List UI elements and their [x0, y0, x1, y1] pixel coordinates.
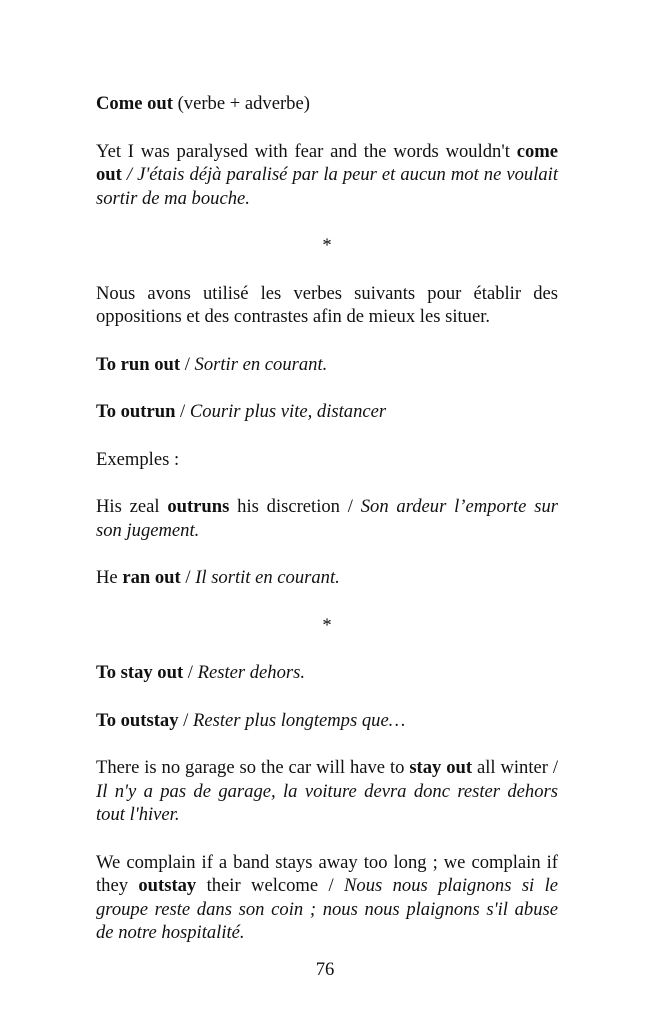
example-translation: / J'étais déjà paralisé par la peur et aucun mot ne voulait sortir de ma bouche.	[96, 164, 558, 209]
heading-verb: Come out	[96, 93, 173, 114]
entry-translation: Rester plus longtemps que…	[192, 709, 406, 731]
example-text: /	[180, 567, 196, 588]
example-text: their welcome /	[196, 875, 345, 896]
example-outstay	[96, 851, 558, 945]
entry-slash: /	[175, 401, 190, 422]
example-translation: Son ardeur l’emporte sur son jugement.	[96, 496, 558, 541]
entry-run-out	[96, 353, 558, 377]
heading-type: (verbe + adverbe)	[177, 93, 310, 114]
entry-translation: Rester dehors.	[197, 662, 306, 683]
example-come-out	[96, 140, 558, 211]
example-text: his discretion /	[229, 496, 361, 517]
example-text: all winter /	[472, 757, 559, 778]
entry-verb: To run out	[96, 353, 181, 375]
entry-outstay	[96, 709, 558, 733]
example-text: His zeal	[96, 496, 168, 517]
example-ran-out	[96, 566, 558, 590]
example-bold: stay out	[409, 757, 473, 778]
example-translation: Il sortit en courant.	[195, 567, 340, 588]
entry-translation: Courir plus vite, distancer	[189, 401, 387, 422]
example-bold: ran out	[122, 567, 181, 588]
entry-slash: /	[178, 709, 193, 731]
example-translation: Il n'y a pas de garage, la voiture devra donc rester dehors tout l'hiver.	[96, 780, 558, 825]
example-outruns	[96, 495, 558, 542]
example-stay-out	[96, 756, 558, 827]
example-bold: outstay	[138, 875, 197, 896]
entry-verb: To outstay	[96, 709, 179, 731]
entry-translation: Sortir en courant.	[194, 353, 328, 375]
example-text: There is no garage so the car will have to	[96, 757, 410, 778]
entry-verb: To stay out	[96, 662, 184, 683]
entry-verb: To outrun	[96, 401, 176, 422]
example-text: He	[96, 567, 123, 588]
example-bold: outruns	[167, 496, 230, 517]
entry-slash: /	[183, 662, 198, 683]
example-text: We complain if a band stays away too long ; we complain if they	[96, 851, 558, 896]
separator-asterisk: *	[322, 235, 332, 256]
example-text: Yet I was paralysed with fear and the words wouldn't	[96, 140, 510, 162]
entry-slash: /	[180, 353, 195, 375]
example-bold: come out	[96, 140, 558, 185]
separator-asterisk: *	[322, 614, 332, 636]
exemples-label: Exemples :	[96, 448, 180, 470]
example-translation: Nous nous plaignons si le groupe reste dans son coin ; nous nous plaignons s'il abuse de notre hospitalité.	[96, 875, 558, 943]
section-heading	[96, 92, 558, 116]
entry-outrun	[96, 400, 558, 424]
page-number: 76	[315, 959, 335, 980]
intro-paragraph: Nous avons utilisé les verbes suivants pour établir des oppositions et des contrastes afin de mieux les situer.	[96, 282, 558, 327]
entry-stay-out	[96, 661, 558, 685]
page-body	[96, 92, 558, 969]
